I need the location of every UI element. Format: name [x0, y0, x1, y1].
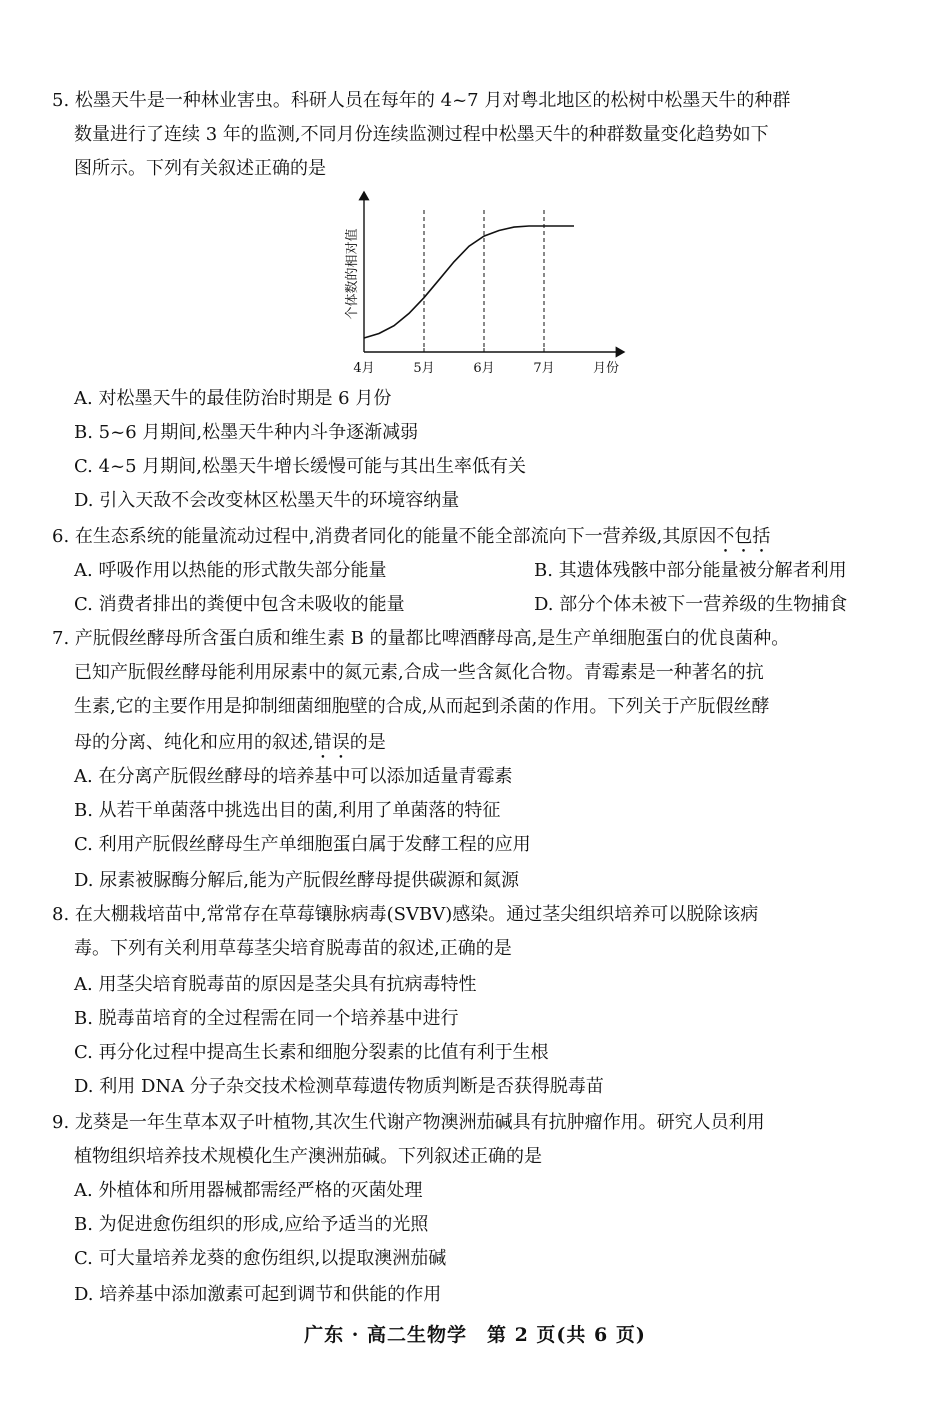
q7-option-b: B. 从若干单菌落中挑选出目的菌,利用了单菌落的特征 — [74, 800, 501, 821]
x-tick-label: 4月 — [353, 361, 375, 376]
y-axis-label: 个体数的相对值 — [345, 228, 360, 320]
q7-stem-line-3: 生素,它的主要作用是抑制细菌细胞壁的合成,从而起到杀菌的作用。下列关于产朊假丝酵 — [74, 696, 770, 717]
x-tick-label: 6月 — [473, 361, 495, 376]
q6-stem-text: 6. 在生态系统的能量流动过程中,消费者同化的能量不能全部流向下一营养级,其原因 — [52, 526, 717, 547]
q9-stem-line-2: 植物组织培养技术规模化生产澳洲茄碱。下列叙述正确的是 — [74, 1146, 542, 1167]
q9-option-b: B. 为促进愈伤组织的形成,应给予适当的光照 — [74, 1214, 429, 1235]
q8-stem-line-2: 毒。下列有关利用草莓茎尖培育脱毒苗的叙述,正确的是 — [74, 938, 512, 959]
q8-option-b: B. 脱毒苗培育的全过程需在同一个培养基中进行 — [74, 1008, 459, 1029]
q6-stem — [52, 524, 770, 550]
x-axis-label: 月份 — [592, 361, 620, 376]
q7-stem-emphasis: 错误 — [313, 732, 350, 753]
population-growth-chart — [330, 188, 640, 380]
q7-stem-line-2: 已知产朊假丝酵母能利用尿素中的氮元素,合成一些含氮化合物。青霉素是一种著名的抗 — [74, 662, 764, 683]
q9-option-d: D. 培养基中添加激素可起到调节和供能的作用 — [74, 1284, 442, 1305]
q9-option-c: C. 可大量培养龙葵的愈伤组织,以提取澳洲茄碱 — [74, 1248, 447, 1269]
q7-option-c: C. 利用产朊假丝酵母生产单细胞蛋白属于发酵工程的应用 — [74, 834, 531, 855]
q6-option-b: B. 其遗体残骸中部分能量被分解者利用 — [534, 560, 847, 581]
q5-stem-line-1: 5. 松墨天牛是一种林业害虫。科研人员在每年的 4~7 月对粤北地区的松树中松墨天牛的种群 — [52, 90, 791, 111]
x-tick-label: 5月 — [413, 361, 435, 376]
q7-option-a: A. 在分离产朊假丝酵母的培养基中可以添加适量青霉素 — [74, 766, 513, 787]
q7-stem-line-1: 7. 产朊假丝酵母所含蛋白质和维生素 B 的量都比啤酒酵母高,是生产单细胞蛋白的优良菌种。 — [52, 628, 790, 649]
q5-stem-line-2: 数量进行了连续 3 年的监测,不同月份连续监测过程中松墨天牛的种群数量变化趋势如下 — [74, 124, 769, 145]
q7-stem-text: 母的分离、纯化和应用的叙述, — [74, 732, 314, 753]
q6-stem-emphasis: 不包括 — [716, 526, 771, 547]
q7-option-d: D. 尿素被脲酶分解后,能为产朊假丝酵母提供碳源和氮源 — [74, 870, 519, 891]
q6-option-c: C. 消费者排出的粪便中包含未吸收的能量 — [74, 594, 405, 615]
q8-option-a: A. 用茎尖培育脱毒苗的原因是茎尖具有抗病毒特性 — [74, 974, 477, 995]
q5-option-a: A. 对松墨天牛的最佳防治时期是 6 月份 — [74, 388, 392, 409]
x-tick-label: 7月 — [533, 361, 555, 376]
q6-option-a: A. 呼吸作用以热能的形式散失部分能量 — [74, 560, 387, 581]
q5-option-d: D. 引入天敌不会改变林区松墨天牛的环境容纳量 — [74, 490, 460, 511]
q9-stem-line-1: 9. 龙葵是一年生草本双子叶植物,其次生代谢产物澳洲茄碱具有抗肿瘤作用。研究人员利用 — [52, 1112, 765, 1133]
growth-curve — [364, 226, 574, 338]
q6-option-d: D. 部分个体未被下一营养级的生物捕食 — [534, 594, 848, 615]
q7-stem-line-4 — [74, 730, 386, 756]
q9-option-a: A. 外植体和所用器械都需经严格的灭菌处理 — [74, 1180, 423, 1201]
q7-stem-suffix: 的是 — [349, 732, 386, 753]
q8-stem-line-1: 8. 在大棚栽培苗中,常常存在草莓镶脉病毒(SVBV)感染。通过茎尖组织培养可以脱除该病 — [52, 904, 759, 925]
q8-option-c: C. 再分化过程中提高生长素和细胞分裂素的比值有利于生根 — [74, 1042, 549, 1063]
q5-option-c: C. 4~5 月期间,松墨天牛增长缓慢可能与其出生率低有关 — [74, 456, 527, 477]
q5-option-b: B. 5~6 月期间,松墨天牛种内斗争逐渐减弱 — [74, 422, 419, 443]
q8-option-d: D. 利用 DNA 分子杂交技术检测草莓遗传物质判断是否获得脱毒苗 — [74, 1076, 604, 1097]
page-footer: 广东 · 高二生物学 第 2 页(共 6 页) — [304, 1324, 646, 1346]
q5-stem-line-3: 图所示。下列有关叙述正确的是 — [74, 158, 326, 179]
